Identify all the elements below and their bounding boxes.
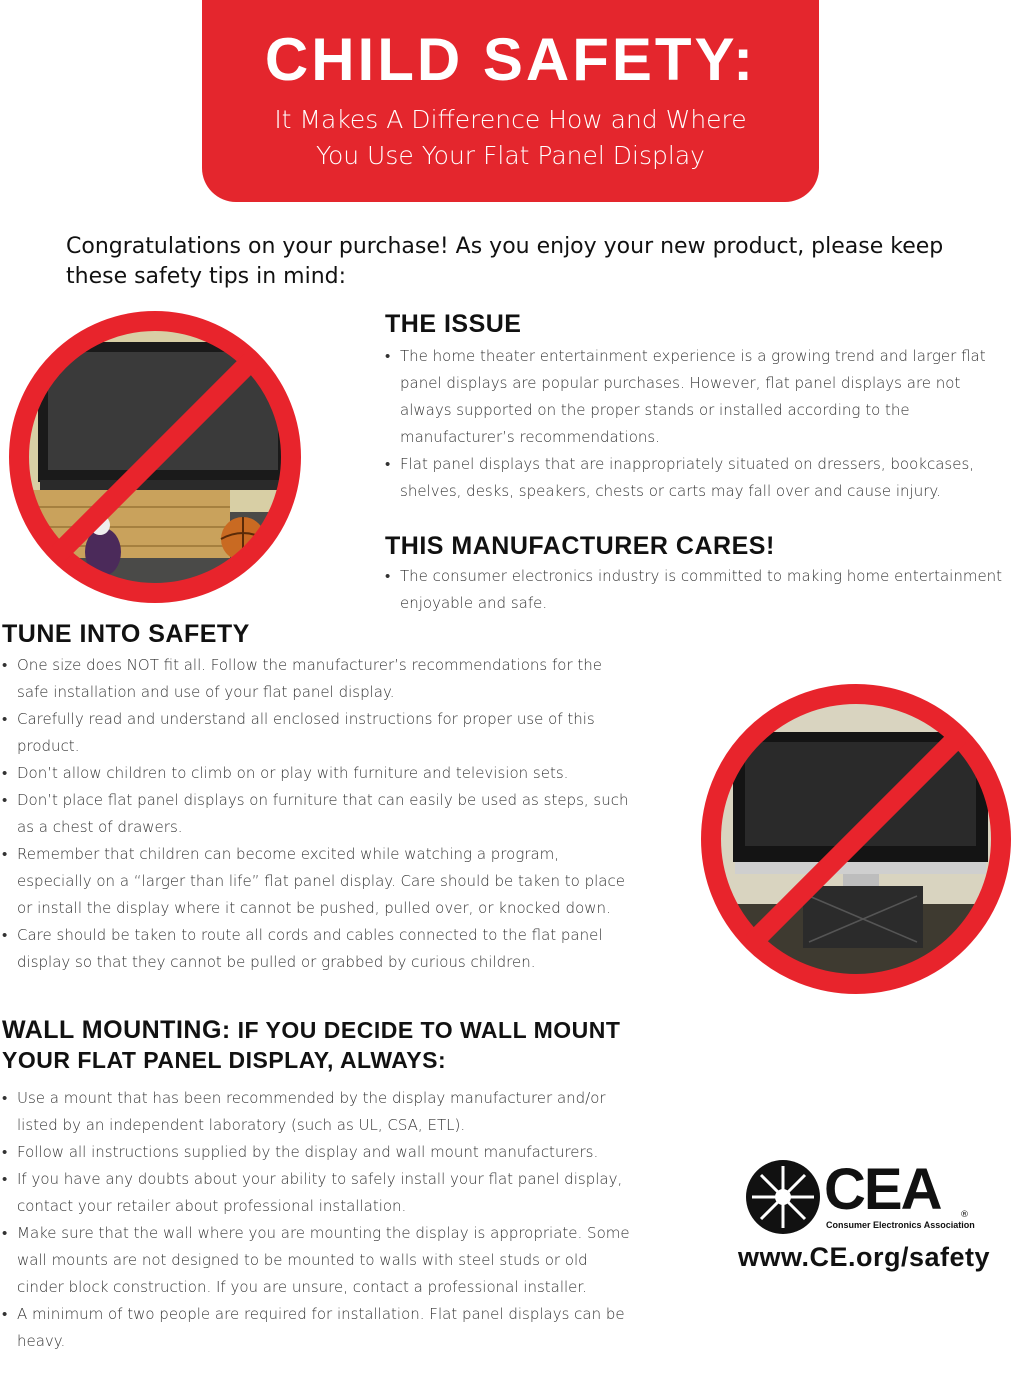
title-banner <box>202 0 819 202</box>
tune-into-safety-heading: TUNE INTO SAFETY <box>2 620 250 648</box>
list-item: • Follow all instructions supplied by the display and wall mount manufacturers. <box>2 1139 636 1166</box>
list-item: • Carefully read and understand all enclosed instructions for proper use of this product. <box>2 706 634 760</box>
list-item: • Make sure that the wall where you are mounting the display is appropriate. Some wall mounts are not designed to be mounted to walls with steel studs or old cinder block construction. If you are unsure, contact a professional installer. <box>2 1220 636 1301</box>
list-item: • Remember that children can become excited while watching a program, especially on a “larger than life” flat panel display. Care should be taken to place or install the display where it cannot be pushed, pulled over, or knocked down. <box>2 841 634 922</box>
prohibited-tv-on-stand-image <box>693 676 1019 1002</box>
manufacturer-cares-heading: THIS MANUFACTURER CARES! <box>385 532 775 560</box>
page-subtitle-line1: It Makes A Difference How and Where <box>274 105 747 134</box>
list-item: • The home theater entertainment experience is a growing trend and larger flat panel displays are popular purchases. However, flat panel displays are not always supported on the proper stands or installed according to the manufacturer’s recommendations. <box>385 343 1015 451</box>
cea-wordmark: CEA <box>824 1157 941 1222</box>
page-title: CHILD SAFETY: <box>264 26 757 93</box>
list-item: • Use a mount that has been recommended by the display manufacturer and/or listed by an independent laboratory (such as UL, CSA, ETL). <box>2 1085 636 1139</box>
list-item: • Care should be taken to route all cords and cables connected to the flat panel display so that they cannot be pulled or grabbed by curious children. <box>2 922 634 976</box>
cea-logo <box>738 1150 991 1280</box>
page-subtitle-line2: You Use Your Flat Panel Display <box>316 141 705 170</box>
list-item: • One size does NOT fit all. Follow the manufacturer’s recommendations for the safe installation and use of your flat panel display. <box>2 652 634 706</box>
list-item: • Flat panel displays that are inappropriately situated on dressers, bookcases, shelves, desks, speakers, chests or carts may fall over and cause injury. <box>385 451 1015 505</box>
wall-mounting-heading-rest: IF YOU DECIDE TO WALL MOUNT YOUR FLAT PANEL DISPLAY, ALWAYS: <box>2 1017 621 1073</box>
cea-tagline: Consumer Electronics Association <box>826 1220 975 1230</box>
list-item: • Don’t place flat panel displays on furniture that can easily be used as steps, such as a chest of drawers. <box>2 787 634 841</box>
list-item: • If you have any doubts about your ability to safely install your flat panel display, contact your retailer about professional installation. <box>2 1166 636 1220</box>
wall-mounting-heading <box>2 1015 682 1075</box>
wall-mounting-list <box>2 1085 636 1355</box>
manufacturer-cares-list <box>385 563 1019 617</box>
the-issue-list <box>385 343 1015 505</box>
cea-url: www.CE.org/safety <box>738 1242 991 1272</box>
starburst-icon <box>744 1158 822 1236</box>
list-item: • A minimum of two people are required for installation. Flat panel displays can be heavy. <box>2 1301 636 1355</box>
list-item: • Don’t allow children to climb on or play with furniture and television sets. <box>2 760 634 787</box>
list-item: • The consumer electronics industry is committed to making home entertainment enjoyable and safe. <box>385 563 1019 617</box>
registered-mark: ® <box>960 1210 969 1220</box>
the-issue-heading: THE ISSUE <box>385 310 522 338</box>
tune-into-safety-list <box>2 652 634 976</box>
prohibited-tv-on-crate-image <box>0 302 310 612</box>
wall-mounting-heading-bold: WALL MOUNTING: <box>2 1016 231 1044</box>
intro-text: Congratulations on your purchase! As you enjoy your new product, please keep these safety tips in mind: <box>66 234 944 289</box>
